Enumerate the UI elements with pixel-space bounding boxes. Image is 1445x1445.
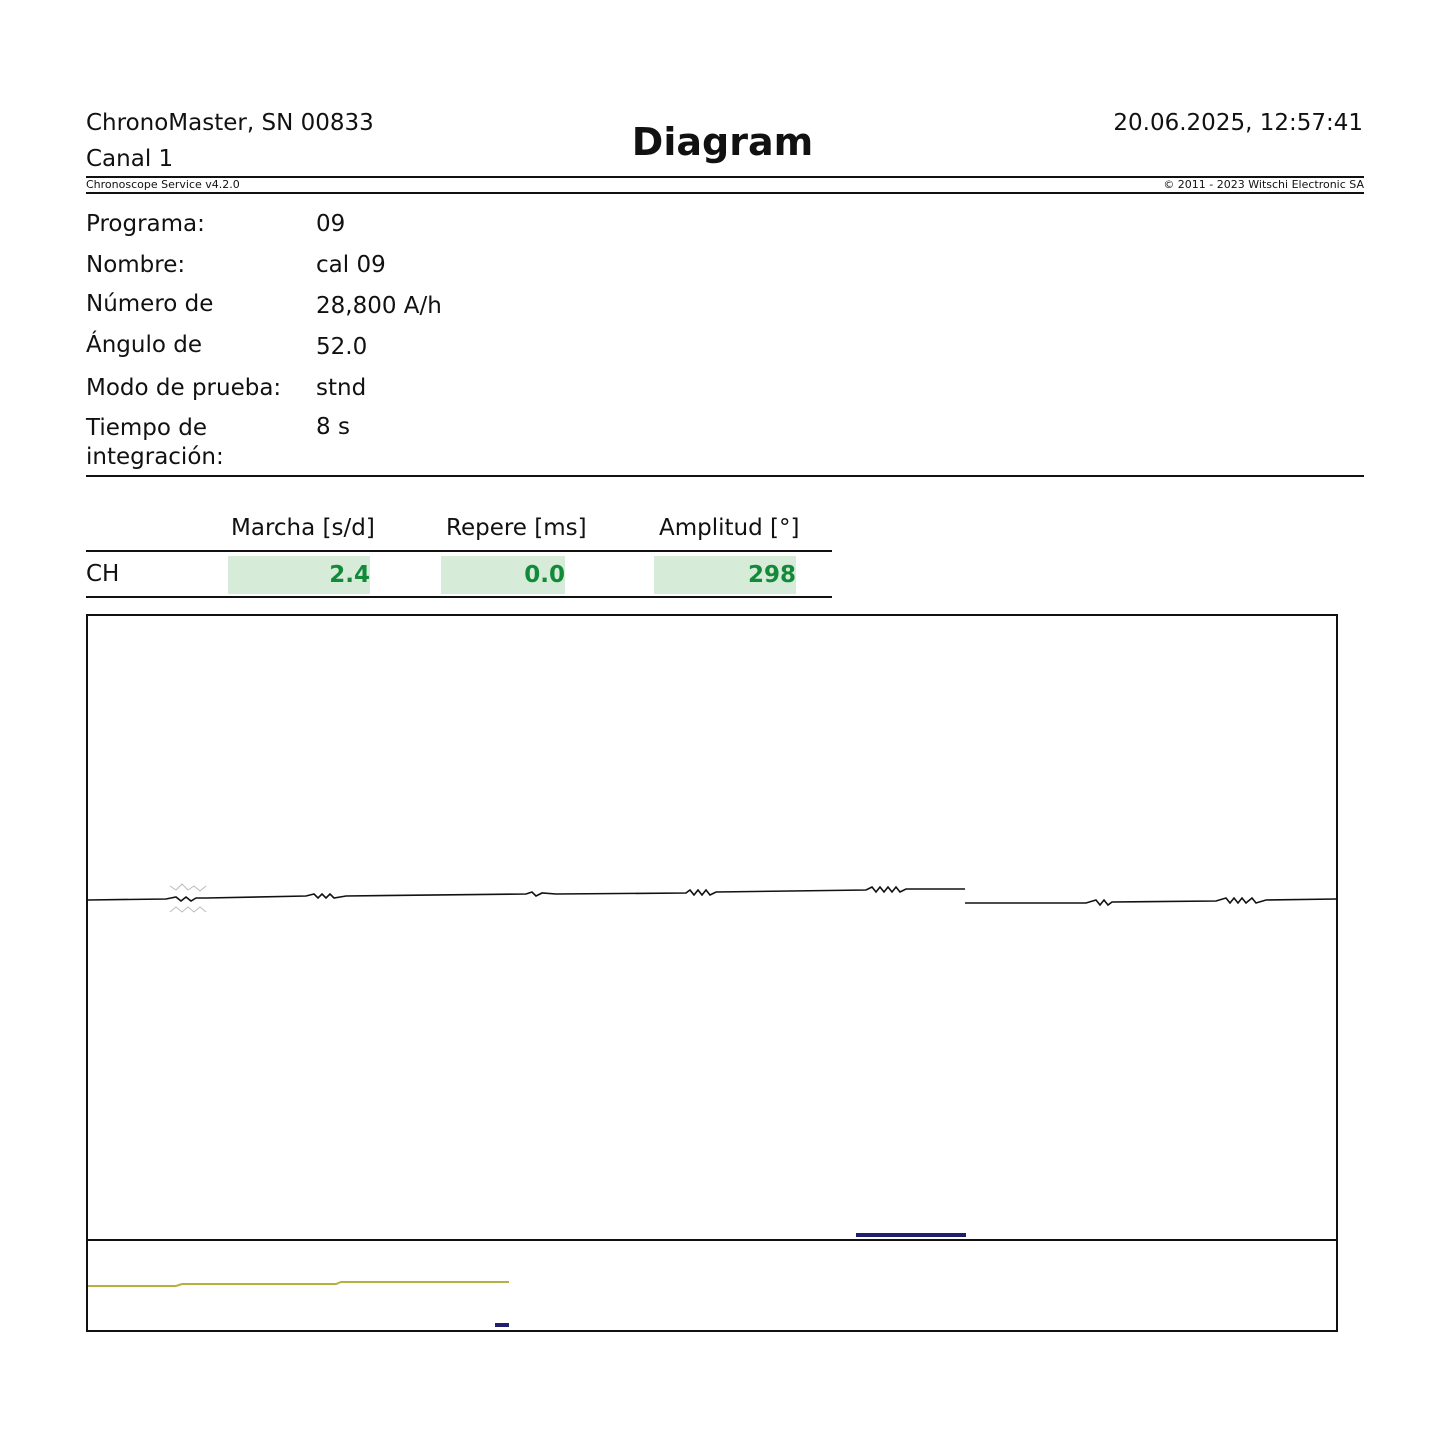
value-repere: 0.0 [441, 556, 565, 594]
tiempo-value: 8 s [316, 414, 350, 440]
header-rule-bottom [86, 192, 1364, 194]
numero-value: 28,800 A/h [316, 293, 442, 319]
tiempo-label: Tiempo de integración: [86, 415, 224, 470]
diagram-plot [86, 614, 1338, 1332]
header-amplitud: Amplitud [°] [659, 515, 800, 541]
nombre-value: cal 09 [316, 252, 386, 278]
value-amplitud: 298 [654, 556, 796, 594]
angulo-value: 52.0 [316, 334, 368, 360]
modo-label: Modo de prueba: [86, 375, 282, 401]
programa-value: 09 [316, 211, 346, 237]
header-marcha: Marcha [s/d] [231, 515, 375, 541]
rate-trace-segment-2 [965, 898, 1336, 905]
numero-label: Número de [86, 291, 214, 317]
programa-label: Programa: [86, 211, 205, 237]
page-title: Diagram [631, 120, 814, 164]
beat-marker-upper [856, 1233, 966, 1237]
device-name: ChronoMaster, SN 00833 [86, 110, 374, 136]
software-version: Chronoscope Service v4.2.0 [86, 178, 240, 191]
amplitude-trace [88, 1282, 509, 1286]
beat-marker-lower [495, 1323, 509, 1327]
nombre-label: Nombre: [86, 252, 186, 278]
modo-value: stnd [316, 375, 367, 401]
info-rule [86, 475, 1364, 477]
angulo-label: Ángulo de [86, 332, 203, 358]
table-rule-bottom [86, 596, 832, 598]
rate-noise-1 [170, 884, 206, 891]
datetime: 20.06.2025, 12:57:41 [1113, 110, 1363, 136]
value-marcha: 2.4 [228, 556, 370, 594]
rate-trace-segment-1 [88, 887, 965, 901]
copyright: © 2011 - 2023 Witschi Electronic SA [1163, 178, 1364, 191]
table-rule-top [86, 550, 832, 552]
rate-trace [88, 887, 1336, 905]
header-repere: Repere [ms] [446, 515, 587, 541]
row-label-ch: CH [86, 561, 120, 587]
channel-label: Canal 1 [86, 146, 174, 172]
rate-noise-2 [170, 907, 206, 912]
